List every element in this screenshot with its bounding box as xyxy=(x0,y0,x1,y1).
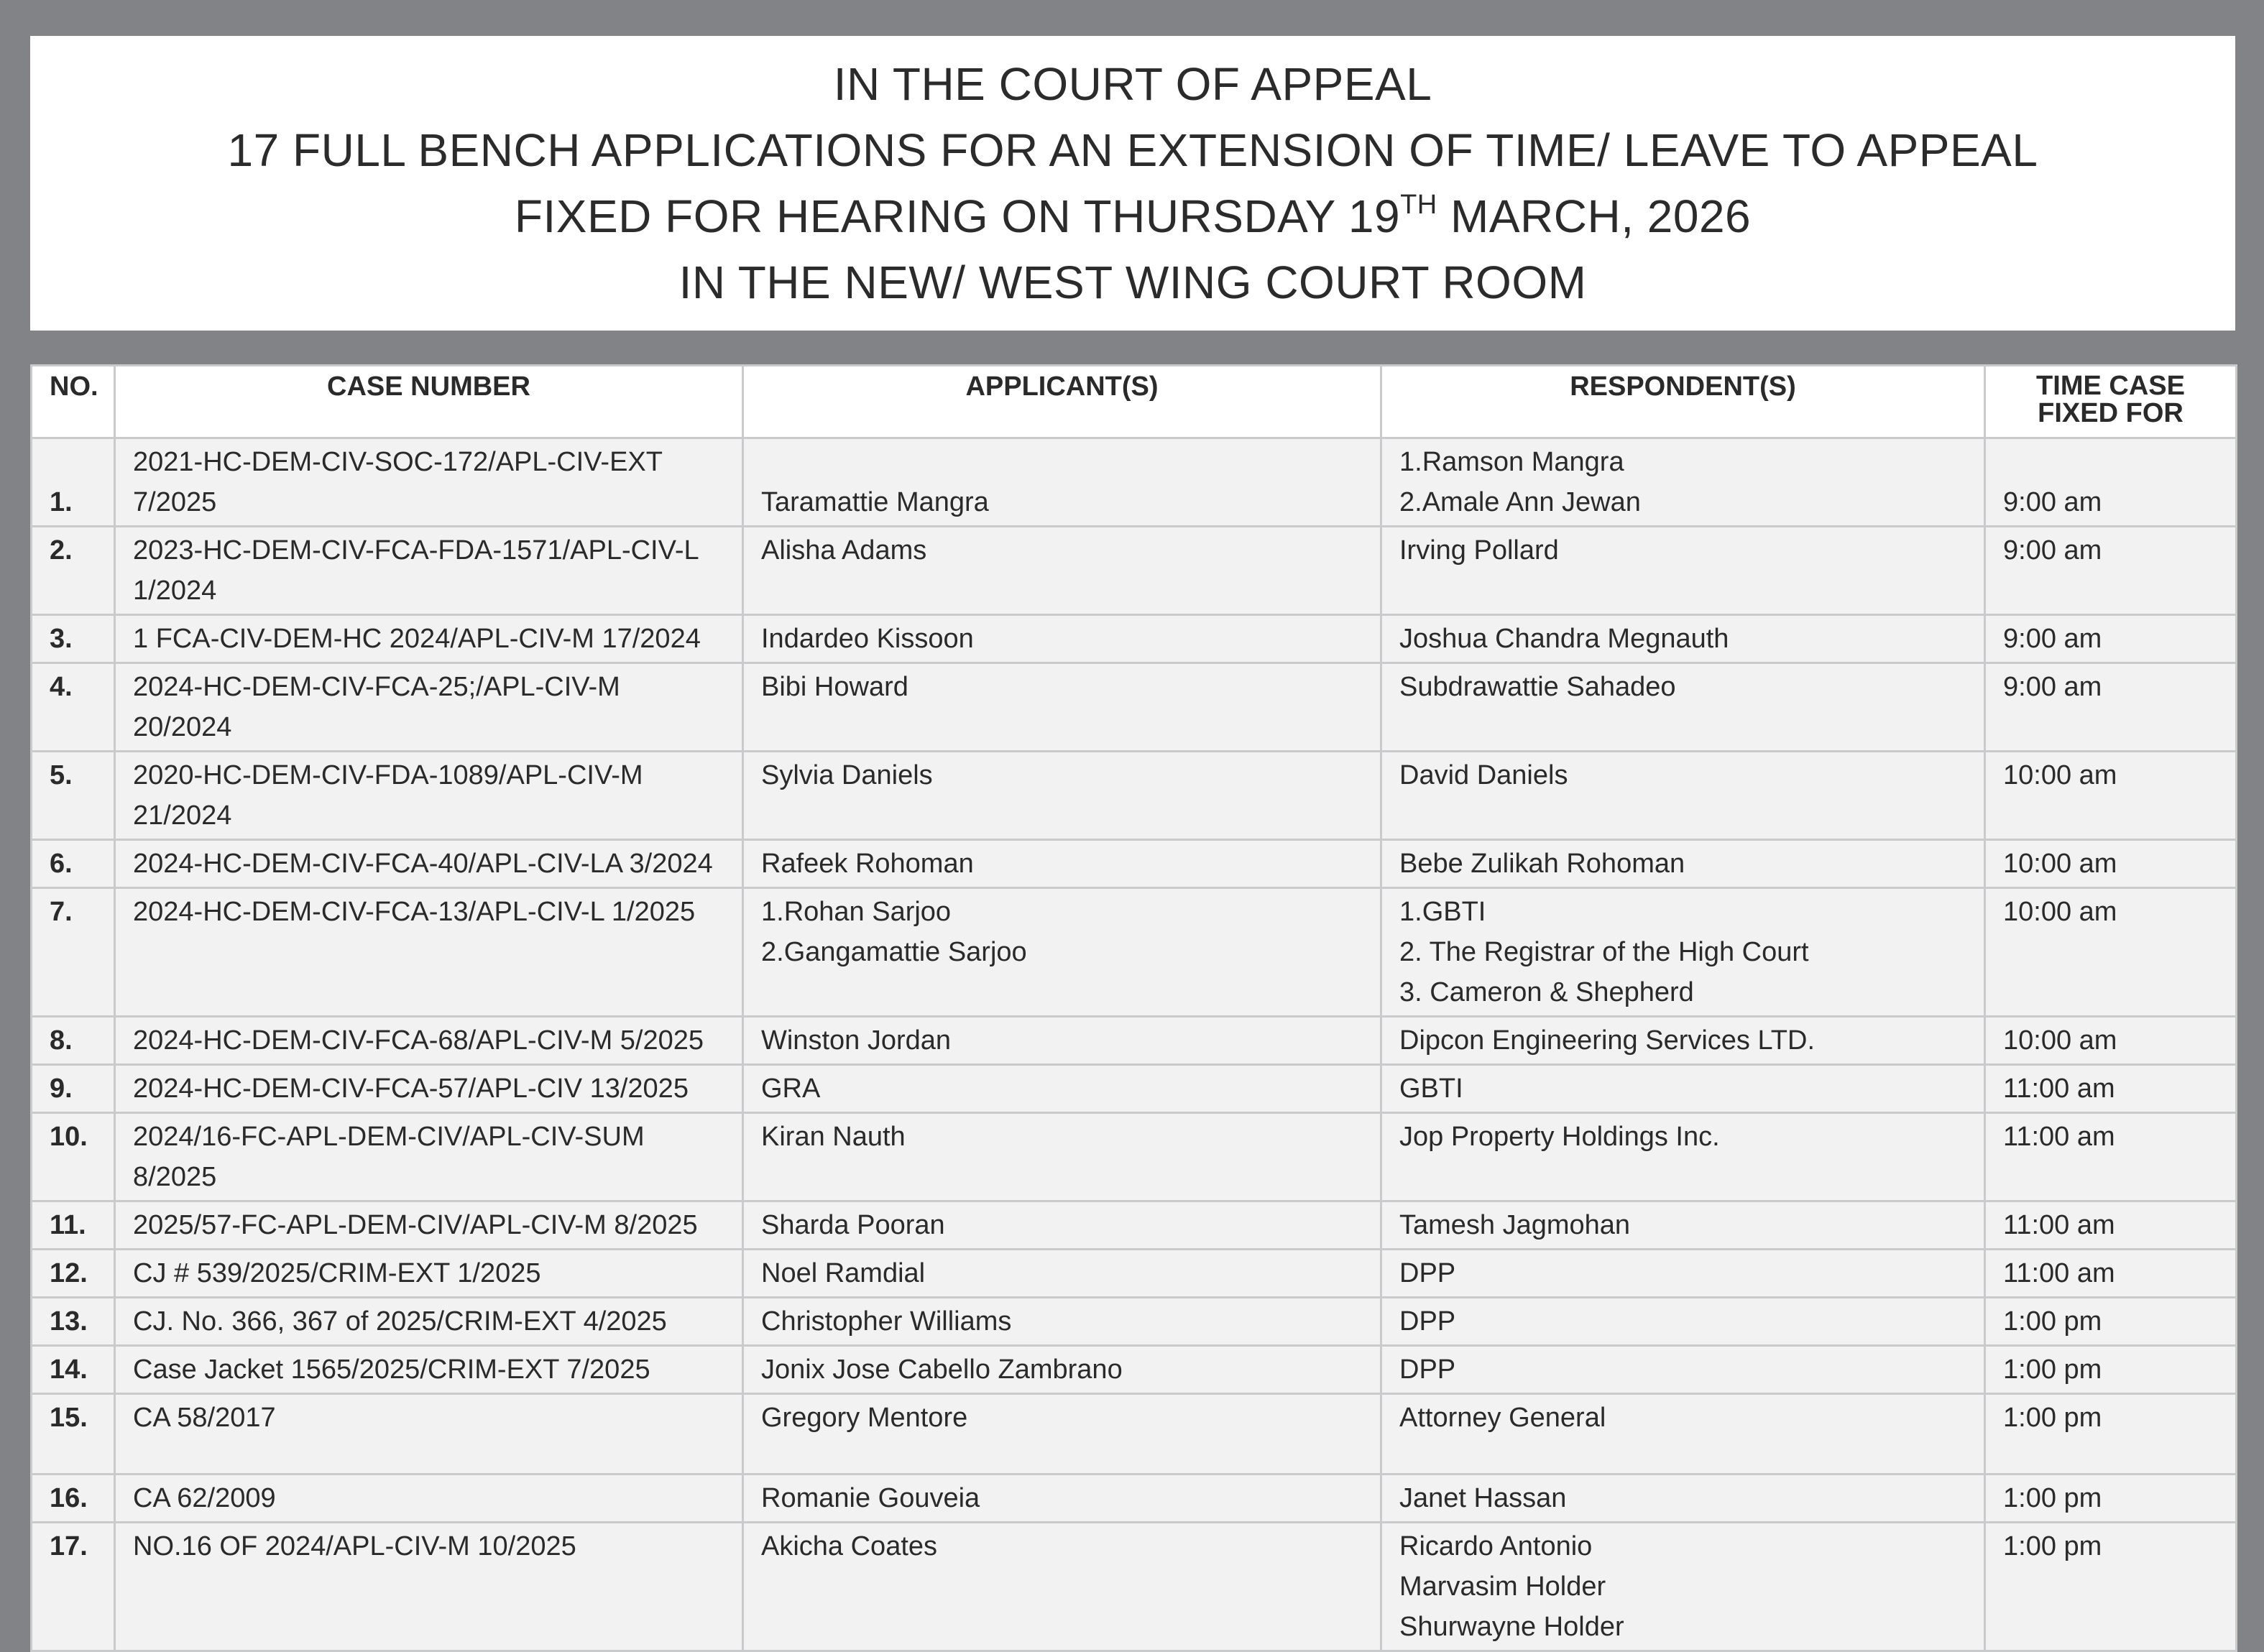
row-number: 12. xyxy=(32,1250,115,1298)
date-ordinal-suffix: TH xyxy=(1400,190,1437,220)
hearing-time: 9:00 am xyxy=(1985,663,2237,752)
respondent-name: GBTI xyxy=(1399,1074,1463,1104)
respondent-name: Tamesh Jagmohan xyxy=(1399,1210,1631,1240)
respondents-cell xyxy=(1381,1017,1985,1065)
respondents-cell xyxy=(1381,888,1985,1017)
applicants-cell xyxy=(743,1394,1381,1475)
column-header-no: NO. xyxy=(32,366,115,438)
case-number: NO.16 OF 2024/APL-CIV-M 10/2025 xyxy=(115,1523,743,1651)
respondent-name: Jop Property Holdings Inc. xyxy=(1399,1122,1720,1152)
hearing-time: 11:00 am xyxy=(1985,1250,2237,1298)
applicants-cell xyxy=(743,1201,1381,1250)
hearing-time: 1:00 pm xyxy=(1985,1346,2237,1394)
respondents-cell xyxy=(1381,1201,1985,1250)
applicant-name: Gregory Mentore xyxy=(761,1403,968,1433)
applicant-name: Akicha Coates xyxy=(761,1531,938,1561)
row-number: 10. xyxy=(32,1113,115,1201)
respondent-name: DPP xyxy=(1399,1306,1456,1337)
respondents-cell xyxy=(1381,1113,1985,1201)
column-header-applicants: APPLICANT(S) xyxy=(743,366,1381,438)
hearing-date xyxy=(515,183,1751,249)
case-number: 2024-HC-DEM-CIV-FCA-40/APL-CIV-LA 3/2024 xyxy=(115,840,743,888)
applicants-cell xyxy=(743,1346,1381,1394)
respondent-name: 1.Ramson Mangra xyxy=(1399,447,1624,477)
respondent-name: 2.Amale Ann Jewan xyxy=(1399,487,1641,517)
respondents-cell xyxy=(1381,615,1985,663)
respondent-name: Subdrawattie Sahadeo xyxy=(1399,672,1676,702)
hearing-time: 10:00 am xyxy=(1985,1017,2237,1065)
court-room: IN THE NEW/ WEST WING COURT ROOM xyxy=(678,257,1587,308)
hearing-date-text: FIXED FOR HEARING ON THURSDAY 19 xyxy=(514,190,1401,242)
respondents-cell xyxy=(1381,1065,1985,1113)
applicant-name: Sylvia Daniels xyxy=(761,760,933,790)
respondent-name: Joshua Chandra Megnauth xyxy=(1399,624,1729,654)
row-number: 2. xyxy=(32,527,115,615)
applicant-name: Sharda Pooran xyxy=(761,1210,945,1240)
respondents-cell xyxy=(1381,1250,1985,1298)
time-header-line-2: FIXED FOR xyxy=(2038,398,2184,428)
title-banner xyxy=(30,36,2235,331)
respondents-cell xyxy=(1381,840,1985,888)
applicant-name: GRA xyxy=(761,1074,821,1104)
hearing-time: 11:00 am xyxy=(1985,1113,2237,1201)
case-number: 2024-HC-DEM-CIV-FCA-13/APL-CIV-L 1/2025 xyxy=(115,888,743,1017)
respondent-name: Dipcon Engineering Services LTD. xyxy=(1399,1025,1816,1056)
time-header-line-1: TIME CASE xyxy=(2036,371,2185,401)
applicants-cell xyxy=(743,1250,1381,1298)
cause-list-table xyxy=(30,364,2237,1652)
hearing-time: 10:00 am xyxy=(1985,888,2237,1017)
column-header-case-number: CASE NUMBER xyxy=(115,366,743,438)
applicant-name: Taramattie Mangra xyxy=(761,487,989,517)
respondent-name: Janet Hassan xyxy=(1399,1483,1567,1513)
applicants-cell xyxy=(743,840,1381,888)
applicants-cell xyxy=(743,1113,1381,1201)
row-number: 1. xyxy=(32,438,115,527)
row-number: 11. xyxy=(32,1201,115,1250)
hearing-time: 11:00 am xyxy=(1985,1065,2237,1113)
case-number: 2025/57-FC-APL-DEM-CIV/APL-CIV-M 8/2025 xyxy=(115,1201,743,1250)
hearing-time: 9:00 am xyxy=(1985,615,2237,663)
case-number: 2020-HC-DEM-CIV-FDA-1089/APL-CIV-M 21/2024 xyxy=(115,752,743,840)
respondent-name: 3. Cameron & Shepherd xyxy=(1399,977,1694,1007)
respondents-cell xyxy=(1381,663,1985,752)
respondent-name: Shurwayne Holder xyxy=(1399,1612,1624,1642)
hearing-time: 11:00 am xyxy=(1985,1201,2237,1250)
table-row xyxy=(32,1523,2237,1651)
case-number: CA 58/2017 xyxy=(115,1394,743,1475)
respondent-name: Irving Pollard xyxy=(1399,535,1559,566)
hearing-time: 1:00 pm xyxy=(1985,1523,2237,1651)
row-number: 14. xyxy=(32,1346,115,1394)
hearing-time: 1:00 pm xyxy=(1985,1394,2237,1475)
applicants-cell xyxy=(743,1065,1381,1113)
respondents-cell xyxy=(1381,527,1985,615)
row-number: 7. xyxy=(32,888,115,1017)
applicant-name: Kiran Nauth xyxy=(761,1122,906,1152)
case-number: 2024-HC-DEM-CIV-FCA-25;/APL-CIV-M 20/2024 xyxy=(115,663,743,752)
table-row xyxy=(32,1113,2237,1201)
applicant-name: 2.Gangamattie Sarjoo xyxy=(761,937,1027,967)
applicant-name: Rafeek Rohoman xyxy=(761,849,974,879)
case-number: 1 FCA-CIV-DEM-HC 2024/APL-CIV-M 17/2024 xyxy=(115,615,743,663)
row-number: 17. xyxy=(32,1523,115,1651)
respondents-cell xyxy=(1381,752,1985,840)
applicant-name: Indardeo Kissoon xyxy=(761,624,974,654)
case-number: CJ. No. 366, 367 of 2025/CRIM-EXT 4/2025 xyxy=(115,1298,743,1346)
table-row xyxy=(32,1201,2237,1250)
hearing-time: 10:00 am xyxy=(1985,840,2237,888)
applicant-name: Bibi Howard xyxy=(761,672,908,702)
applicants-cell xyxy=(743,438,1381,527)
applicants-cell xyxy=(743,1475,1381,1523)
applicant-name: Christopher Williams xyxy=(761,1306,1012,1337)
row-number: 6. xyxy=(32,840,115,888)
respondent-name: Bebe Zulikah Rohoman xyxy=(1399,849,1685,879)
applicant-name: Noel Ramdial xyxy=(761,1258,926,1288)
respondent-name: DPP xyxy=(1399,1258,1456,1288)
respondent-name: 2. The Registrar of the High Court xyxy=(1399,937,1809,967)
list-subtitle: 17 FULL BENCH APPLICATIONS FOR AN EXTENSION OF TIME/ LEAVE TO APPEAL xyxy=(227,124,2038,176)
respondent-name: Marvasim Holder xyxy=(1399,1572,1606,1602)
hearing-time: 9:00 am xyxy=(1985,438,2237,527)
applicants-cell xyxy=(743,527,1381,615)
table-row xyxy=(32,1065,2237,1113)
row-number: 13. xyxy=(32,1298,115,1346)
table-row xyxy=(32,615,2237,663)
table-row xyxy=(32,752,2237,840)
respondents-cell xyxy=(1381,1475,1985,1523)
table-row xyxy=(32,1298,2237,1346)
row-number: 4. xyxy=(32,663,115,752)
respondent-name: Attorney General xyxy=(1399,1403,1606,1433)
table-row xyxy=(32,888,2237,1017)
respondents-cell xyxy=(1381,438,1985,527)
case-number: 2021-HC-DEM-CIV-SOC-172/APL-CIV-EXT 7/2025 xyxy=(115,438,743,527)
case-number: 2023-HC-DEM-CIV-FCA-FDA-1571/APL-CIV-L 1/2024 xyxy=(115,527,743,615)
respondent-name: DPP xyxy=(1399,1355,1456,1385)
applicants-cell xyxy=(743,752,1381,840)
table-row xyxy=(32,663,2237,752)
table-row xyxy=(32,1017,2237,1065)
court-title: IN THE COURT OF APPEAL xyxy=(833,58,1432,110)
respondents-cell xyxy=(1381,1394,1985,1475)
applicant-name: Winston Jordan xyxy=(761,1025,952,1056)
respondent-name: Ricardo Antonio xyxy=(1399,1531,1593,1561)
applicants-cell xyxy=(743,615,1381,663)
hearing-time: 10:00 am xyxy=(1985,752,2237,840)
hearing-time: 1:00 pm xyxy=(1985,1475,2237,1523)
table-row xyxy=(32,438,2237,527)
case-number: CA 62/2009 xyxy=(115,1475,743,1523)
row-number: 15. xyxy=(32,1394,115,1475)
row-number: 9. xyxy=(32,1065,115,1113)
row-number: 8. xyxy=(32,1017,115,1065)
applicant-name: 1.Rohan Sarjoo xyxy=(761,897,952,927)
applicants-cell xyxy=(743,663,1381,752)
table-header-row xyxy=(32,366,2237,438)
column-header-respondents: RESPONDENT(S) xyxy=(1381,366,1985,438)
case-number: 2024-HC-DEM-CIV-FCA-57/APL-CIV 13/2025 xyxy=(115,1065,743,1113)
respondents-cell xyxy=(1381,1298,1985,1346)
applicants-cell xyxy=(743,1017,1381,1065)
applicants-cell xyxy=(743,1298,1381,1346)
respondents-cell xyxy=(1381,1346,1985,1394)
table-row xyxy=(32,1346,2237,1394)
row-number: 16. xyxy=(32,1475,115,1523)
row-number: 3. xyxy=(32,615,115,663)
table-row xyxy=(32,1250,2237,1298)
hearing-time: 9:00 am xyxy=(1985,527,2237,615)
respondent-name: 1.GBTI xyxy=(1399,897,1486,927)
applicant-name: Jonix Jose Cabello Zambrano xyxy=(761,1355,1123,1385)
applicants-cell xyxy=(743,1523,1381,1651)
row-number: 5. xyxy=(32,752,115,840)
table-row xyxy=(32,1475,2237,1523)
applicant-name: Alisha Adams xyxy=(761,535,927,566)
table-row xyxy=(32,1394,2237,1475)
respondent-name: David Daniels xyxy=(1399,760,1568,790)
case-number: 2024-HC-DEM-CIV-FCA-68/APL-CIV-M 5/2025 xyxy=(115,1017,743,1065)
cause-list-table-container xyxy=(30,364,2235,1642)
applicant-name: Romanie Gouveia xyxy=(761,1483,980,1513)
applicants-cell xyxy=(743,888,1381,1017)
case-number: 2024/16-FC-APL-DEM-CIV/APL-CIV-SUM 8/2025 xyxy=(115,1113,743,1201)
respondents-cell xyxy=(1381,1523,1985,1651)
table-row xyxy=(32,527,2237,615)
column-header-time xyxy=(1985,366,2237,438)
case-number: CJ # 539/2025/CRIM-EXT 1/2025 xyxy=(115,1250,743,1298)
table-row xyxy=(32,840,2237,888)
hearing-time: 1:00 pm xyxy=(1985,1298,2237,1346)
case-number: Case Jacket 1565/2025/CRIM-EXT 7/2025 xyxy=(115,1346,743,1394)
hearing-date-month: MARCH, 2026 xyxy=(1437,190,1752,242)
